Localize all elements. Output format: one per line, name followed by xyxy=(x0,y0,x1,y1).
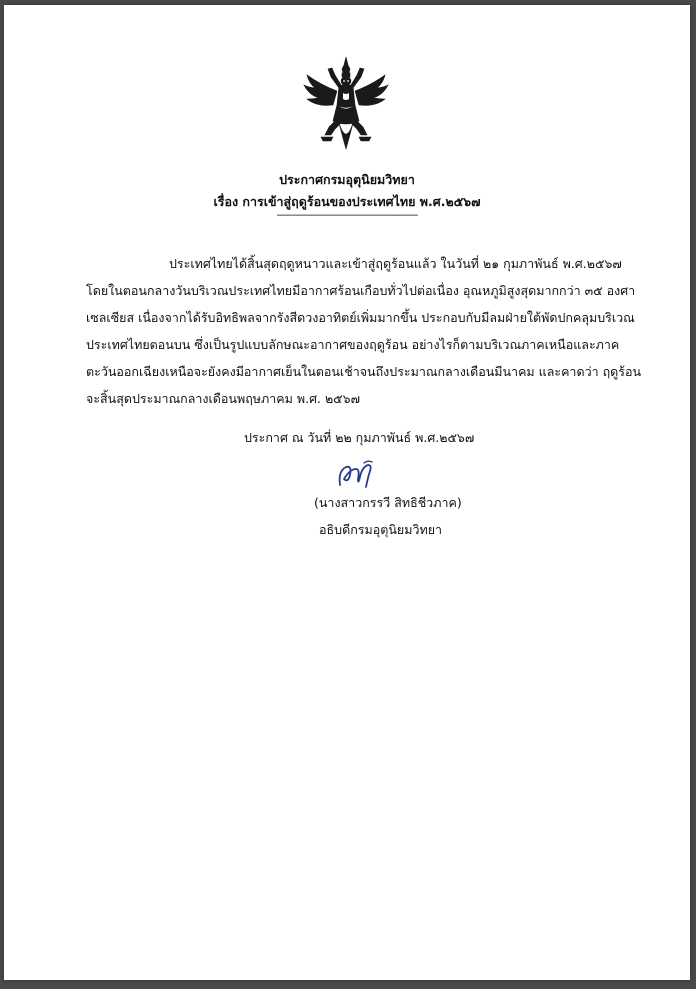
garuda-emblem-icon xyxy=(303,55,389,151)
body-line: ประเทศไทยตอนบน ซึ่งเป็นรูปแบบลักษณะอากาศของฤดูร้อน อย่างไรก็ตามบริเวณภาคเหนือและภาค xyxy=(86,337,620,352)
header-divider: ------------------------------------------------------ xyxy=(276,210,418,221)
announcement-subject: เรื่อง การเข้าสู่ฤดูร้อนของประเทศไทย พ.ศ.๒๕๖๗ xyxy=(213,194,481,209)
body-line: โดยในตอนกลางวันบริเวณประเทศไทยมีอากาศร้อนเกือบทั่วไปต่อเนื่อง อุณหภูมิสูงสุดมากกว่า ๓๕ องศา xyxy=(86,283,636,298)
body-line: ประเทศไทยได้สิ้นสุดฤดูหนาวและเข้าสู่ฤดูร้อนแล้ว ในวันที่ ๒๑ กุมภาพันธ์ พ.ศ.๒๕๖๗ xyxy=(169,256,622,271)
body-line: ตะวันออกเฉียงเหนือจะยังคงมีอากาศเย็นในตอนเช้าจนถึงประมาณกลางเดือนมีนาคม และคาดว่า ฤดูร้อน xyxy=(86,364,642,379)
announcement-date: ประกาศ ณ วันที่ ๒๒ กุมภาพันธ์ พ.ศ.๒๕๖๗ xyxy=(244,430,475,445)
signature-icon xyxy=(334,457,376,491)
document-page xyxy=(4,5,690,980)
signer-position: อธิบดีกรมอุตุนิยมวิทยา xyxy=(319,522,443,537)
signer-name: (นางสาวกรรวี สิทธิชีวภาค) xyxy=(314,495,462,510)
body-line: เซลเซียส เนื่องจากได้รับอิทธิพลจากรังสีดวงอาทิตย์เพิ่มมากขึ้น ประกอบกับมีลมฝ่ายใต้พัดปกคลุมบริเวณ xyxy=(86,310,635,325)
announcement-title: ประกาศกรมอุตุนิยมวิทยา xyxy=(279,172,415,187)
body-line: จะสิ้นสุดประมาณกลางเดือนพฤษภาคม พ.ศ. ๒๕๖๗ xyxy=(86,391,360,406)
